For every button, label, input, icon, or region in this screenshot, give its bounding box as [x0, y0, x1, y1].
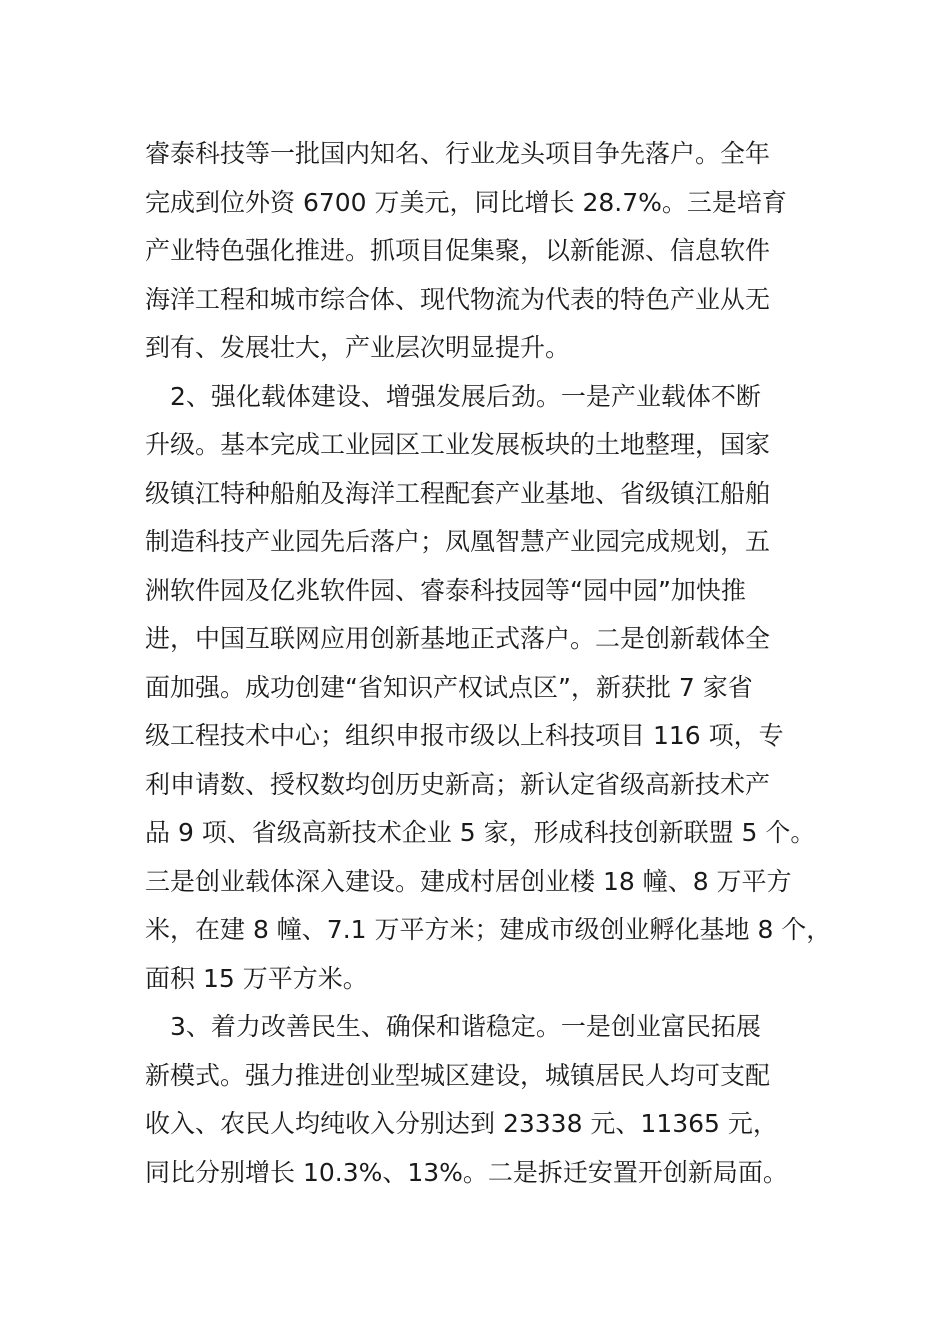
text-line: 收入、农民人均纯收入分别达到 23338 元、11365 元， — [145, 1109, 778, 1138]
text-line: 三是创业载体深入建设。建成村居创业楼 18 幢、8 万平方 — [145, 866, 792, 896]
text-line: 级工程技术中心；组织申报市级以上科技项目 116 项，专 — [145, 721, 784, 750]
text-line: 完成到位外资 6700 万美元，同比增长 28.7%。三是培育 — [145, 187, 787, 217]
text-line: 面加强。成功创建“省知识产权试点区”，新获批 7 家省 — [145, 672, 753, 702]
text-line: 品 9 项、省级高新技术企业 5 家，形成科技创新联盟 5 个。 — [145, 818, 816, 847]
text-line: 同比分别增长 10.3%、13%。二是拆迁安置开创新局面。 — [145, 1157, 788, 1187]
text-line: 升级。基本完成工业园区工业发展板块的土地整理，国家 — [145, 430, 771, 459]
text-line: 新模式。强力推进创业型城区建设，城镇居民人均可支配 — [145, 1060, 771, 1090]
text-line: 制造科技产业园先后落户；凤凰智慧产业园完成规划，五 — [145, 527, 771, 556]
text-line: 利申请数、授权数均创历史新高；新认定省级高新技术产 — [145, 769, 771, 799]
text-line: 海洋工程和城市综合体、现代物流为代表的特色产业从无 — [145, 284, 771, 314]
text-line: 产业特色强化推进。抓项目促集聚，以新能源、信息软件 — [145, 236, 771, 265]
text-line: 面积 15 万平方米。 — [145, 963, 368, 993]
text-line: 米，在建 8 幢、7.1 万平方米；建成市级创业孵化基地 8 个， — [145, 915, 832, 944]
text-line: 进，中国互联网应用创新基地正式落户。二是创新载体全 — [145, 624, 771, 653]
text-line: 到有、发展壮大，产业层次明显提升。 — [145, 333, 571, 362]
text-line: 睿泰科技等一批国内知名、行业龙头项目争先落户。全年 — [145, 139, 771, 168]
paragraph-heading-line: 2、强化载体建设、增强发展后劲。一是产业载体不断 — [145, 381, 761, 411]
body-text — [145, 130, 835, 1197]
text-line: 级镇江特种船舶及海洋工程配套产业基地、省级镇江船舶 — [145, 478, 771, 508]
text-line: 洲软件园及亿兆软件园、睿泰科技园等“园中园”加快推 — [145, 575, 746, 605]
paragraph-heading-line: 3、着力改善民生、确保和谐稳定。一是创业富民拓展 — [145, 1012, 761, 1041]
